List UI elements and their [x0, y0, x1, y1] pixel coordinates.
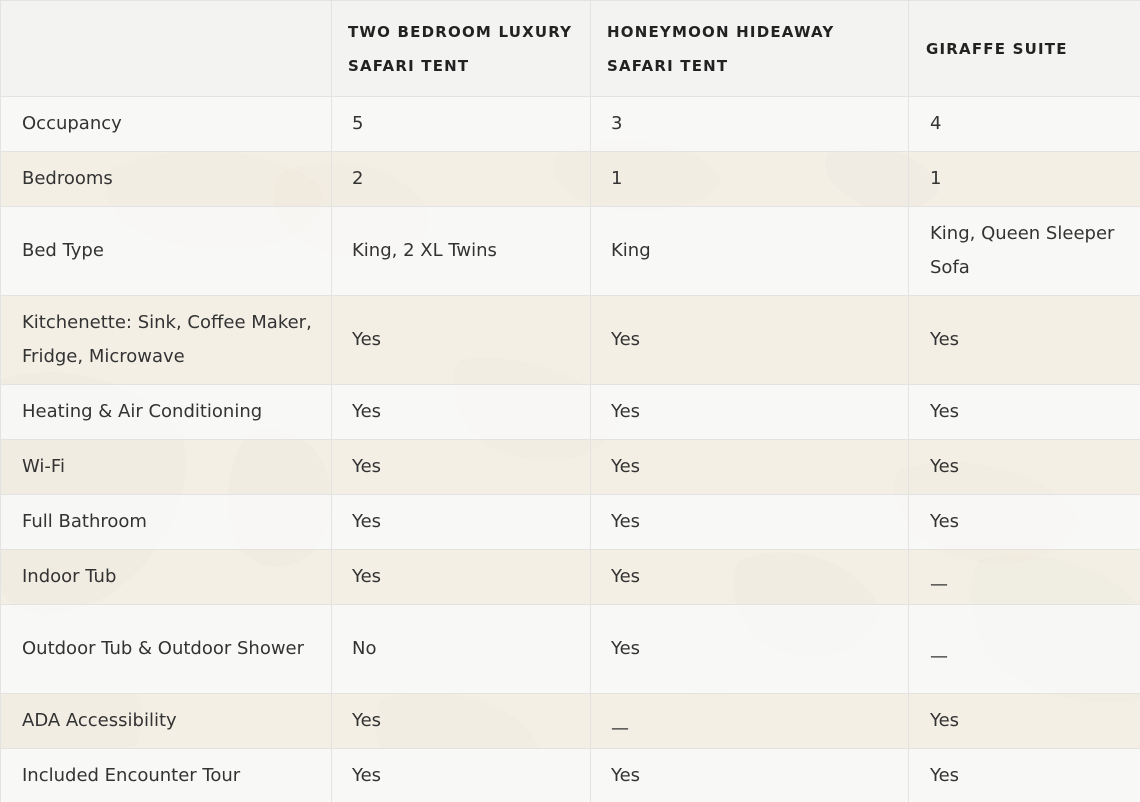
row-label: Bedrooms — [1, 152, 332, 207]
cell-two-bedroom-value: Yes — [332, 495, 591, 550]
row-label: Indoor Tub — [1, 550, 332, 605]
row-label: Heating & Air Conditioning — [1, 385, 332, 440]
header-giraffe-suite: GIRAFFE SUITE — [909, 1, 1140, 97]
header-corner-cell — [1, 1, 332, 97]
cell-giraffe-value: King, Queen Sleeper Sofa — [909, 207, 1140, 296]
table-row-indoor-tub — [1, 550, 1140, 605]
table-row-bedrooms — [1, 152, 1140, 207]
table-row-included-encounter-tour — [1, 749, 1140, 802]
cell-two-bedroom-value: 2 — [332, 152, 591, 207]
row-label: Outdoor Tub & Outdoor Shower — [1, 605, 332, 694]
cell-giraffe-value: 1 — [909, 152, 1140, 207]
cell-honeymoon-value: 3 — [591, 97, 909, 152]
cell-honeymoon-value: Yes — [591, 495, 909, 550]
row-label: Included Encounter Tour — [1, 749, 332, 802]
cell-two-bedroom-value: No — [332, 605, 591, 694]
row-label: Bed Type — [1, 207, 332, 296]
not-available-dash: — — [930, 574, 948, 595]
cell-honeymoon-value: Yes — [591, 440, 909, 495]
table-row-kitchenette — [1, 296, 1140, 385]
cell-two-bedroom-value: Yes — [332, 749, 591, 802]
header-two-bedroom-luxury-safari-tent: TWO BEDROOM LUXURY SAFARI TENT — [332, 1, 591, 97]
cell-honeymoon-value: Yes — [591, 749, 909, 802]
table-header-row — [1, 1, 1140, 97]
cell-two-bedroom-value: Yes — [332, 296, 591, 385]
cell-two-bedroom-value: 5 — [332, 97, 591, 152]
not-available-dash: — — [930, 646, 948, 667]
not-available-dash: — — [611, 718, 629, 739]
cell-giraffe-value — [909, 550, 1140, 605]
cell-giraffe-value: Yes — [909, 296, 1140, 385]
cell-honeymoon-value: Yes — [591, 605, 909, 694]
table-row-wifi — [1, 440, 1140, 495]
cell-honeymoon-value — [591, 694, 909, 749]
cell-two-bedroom-value: Yes — [332, 694, 591, 749]
cell-giraffe-value: Yes — [909, 440, 1140, 495]
table-row-full-bathroom — [1, 495, 1140, 550]
cell-honeymoon-value: King — [591, 207, 909, 296]
row-label: Wi-Fi — [1, 440, 332, 495]
row-label: Kitchenette: Sink, Coffee Maker, Fridge, Microwave — [1, 296, 332, 385]
table-row-bed-type — [1, 207, 1140, 296]
table-row-occupancy — [1, 97, 1140, 152]
table-row-heating-air-conditioning — [1, 385, 1140, 440]
cell-giraffe-value: Yes — [909, 495, 1140, 550]
cell-giraffe-value — [909, 605, 1140, 694]
row-label: Occupancy — [1, 97, 332, 152]
cell-two-bedroom-value: Yes — [332, 385, 591, 440]
cell-honeymoon-value: 1 — [591, 152, 909, 207]
cell-two-bedroom-value: King, 2 XL Twins — [332, 207, 591, 296]
table-row-outdoor-tub-shower — [1, 605, 1140, 694]
cell-giraffe-value: Yes — [909, 749, 1140, 802]
header-honeymoon-hideaway-safari-tent: HONEYMOON HIDEAWAY SAFARI TENT — [591, 1, 909, 97]
cell-honeymoon-value: Yes — [591, 550, 909, 605]
cell-honeymoon-value: Yes — [591, 385, 909, 440]
cell-giraffe-value: 4 — [909, 97, 1140, 152]
cell-giraffe-value: Yes — [909, 694, 1140, 749]
cell-two-bedroom-value: Yes — [332, 550, 591, 605]
table-row-ada-accessibility — [1, 694, 1140, 749]
cell-honeymoon-value: Yes — [591, 296, 909, 385]
row-label: Full Bathroom — [1, 495, 332, 550]
cell-two-bedroom-value: Yes — [332, 440, 591, 495]
cell-giraffe-value: Yes — [909, 385, 1140, 440]
row-label: ADA Accessibility — [1, 694, 332, 749]
